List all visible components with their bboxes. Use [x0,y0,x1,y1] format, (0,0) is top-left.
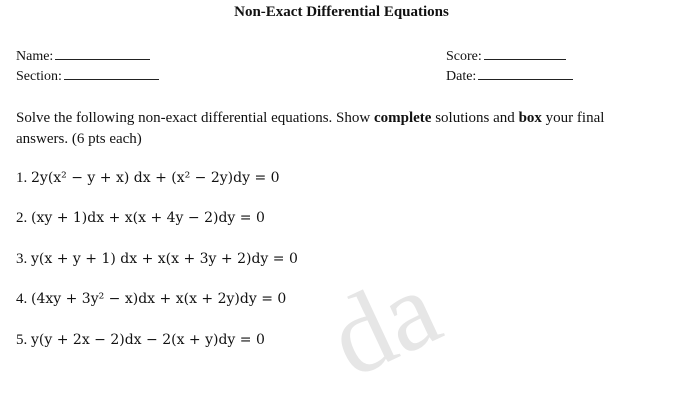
date-label: Date: [446,69,477,84]
watermark: da [310,245,457,401]
score-blank-line [484,47,566,60]
problem-number: 3. [16,251,28,267]
name-label: Name: [16,49,54,64]
instructions-paragraph [16,108,656,150]
name-blank-line [55,47,150,60]
problem-number: 4. [16,291,28,307]
page-title: Non-Exact Differential Equations [234,4,449,20]
section-field [16,67,159,85]
score-label: Score: [446,49,482,64]
problem-number: 5. [16,332,28,348]
problem-equation: y(y + 2x − 2)dx − 2(x + y)dy = 0 [31,332,265,348]
problem-equation: 2y(x² − y + x) dx + (x² − 2y)dy = 0 [31,170,280,186]
instructions-text-3: your final answers. (6 pts each) [16,110,605,147]
problem-equation: (4xy + 3y² − x)dx + x(x + 2y)dy = 0 [31,291,287,307]
instructions-text-1: Solve the following non-exact differential equations. Show [16,110,374,126]
instructions-text-2: solutions and [431,110,519,126]
problem-item [16,251,298,268]
instructions-bold-box: box [518,110,542,126]
problem-equation: y(x + y + 1) dx + x(x + 3y + 2)dy = 0 [31,251,298,267]
problem-item [16,291,286,308]
instructions-bold-complete: complete [373,110,432,126]
problem-item [16,332,265,349]
section-blank-line [64,67,159,80]
score-field [446,47,566,65]
problem-item [16,170,280,187]
problem-number: 1. [16,170,28,186]
problem-number: 2. [16,210,28,226]
date-blank-line [478,67,573,80]
date-field [446,67,573,85]
problem-item [16,210,265,227]
section-label: Section: [16,69,62,84]
name-field [16,47,150,65]
problem-equation: (xy + 1)dx + x(x + 4y − 2)dy = 0 [31,210,265,226]
